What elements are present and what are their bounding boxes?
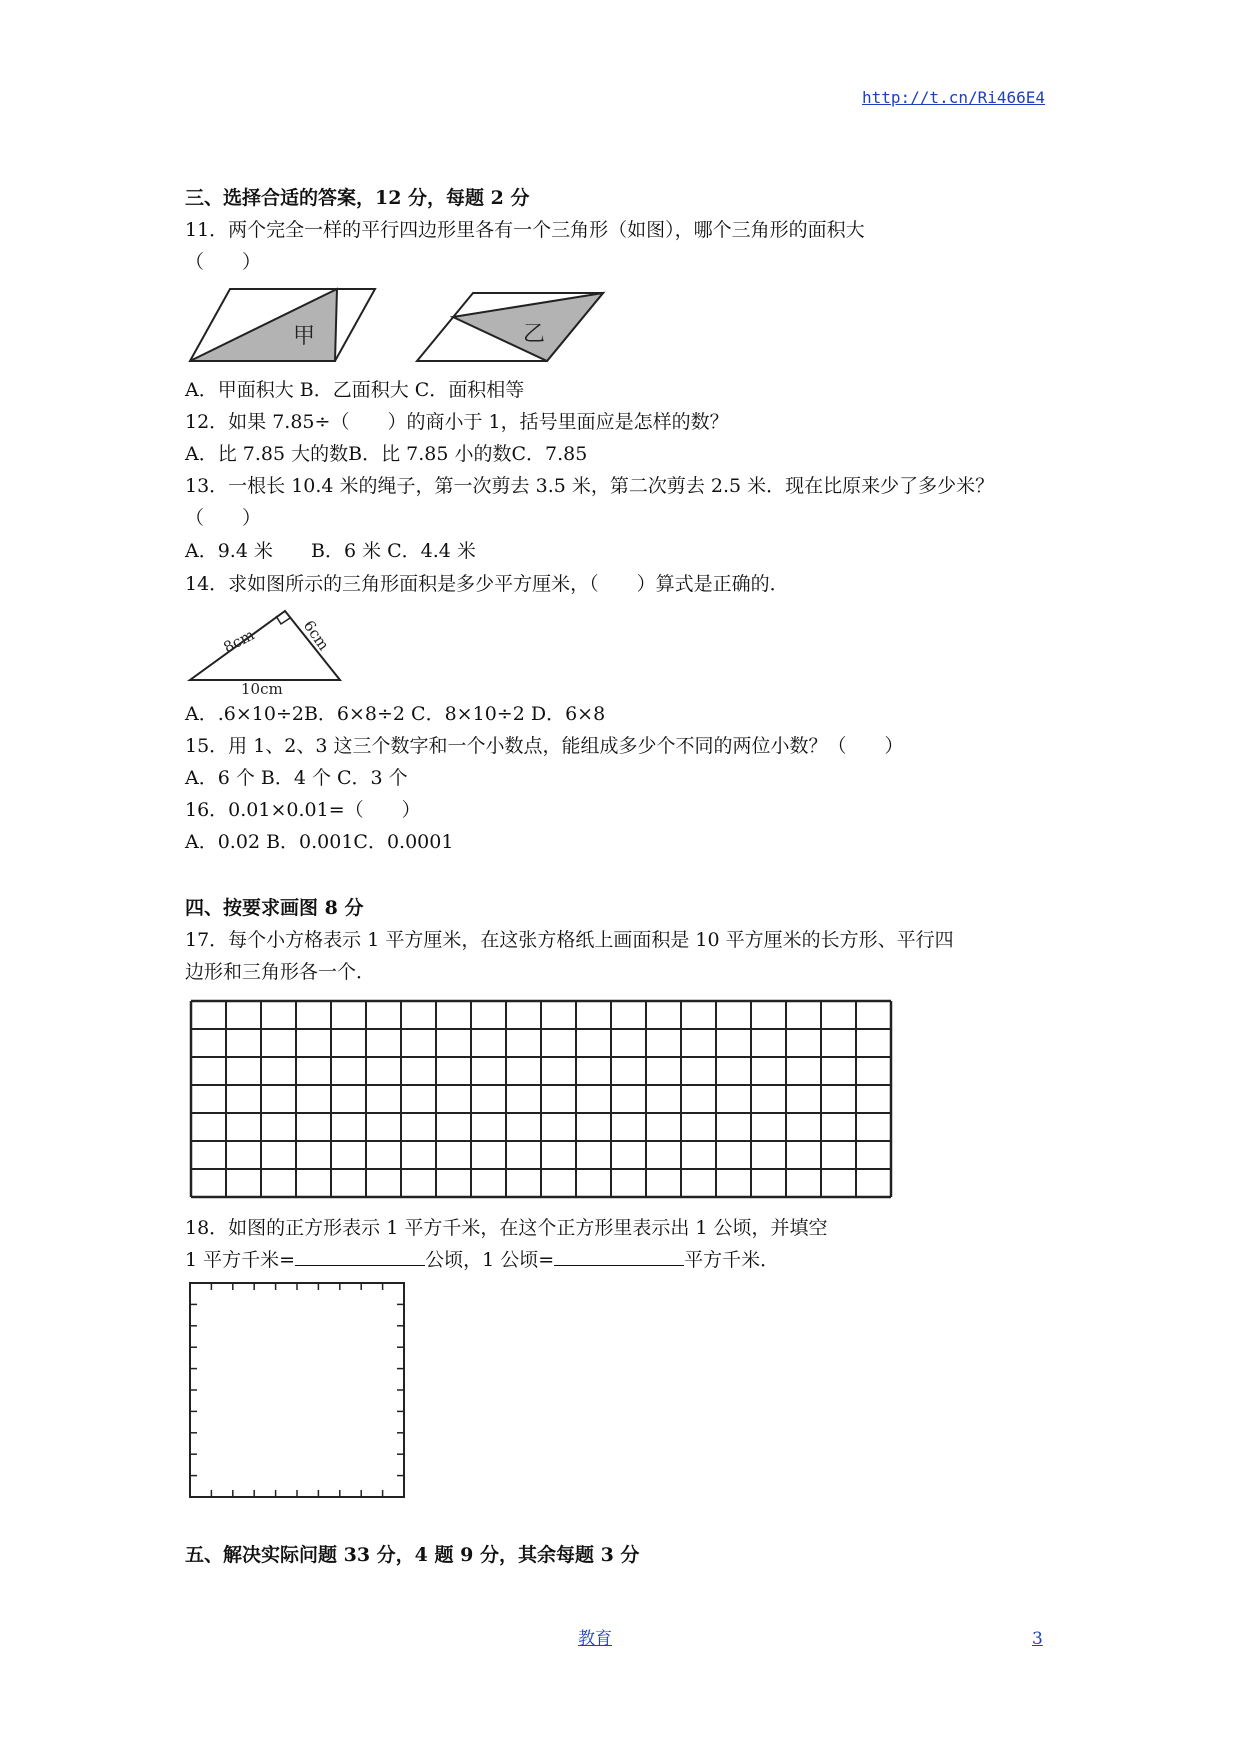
q13-text: 13．一根长 10.4 米的绳子，第一次剪去 3.5 米，第二次剪去 2.5 米．现在比原来少了多少米？ bbox=[185, 475, 995, 497]
q14-options: A．.6×10÷2B．6×8÷2 C．8×10÷2 D．6×8 bbox=[185, 703, 606, 725]
q16-options: A．0.02 B．0.001C．0.0001 bbox=[185, 831, 454, 853]
parallelogram-jia bbox=[190, 289, 375, 361]
q11-figure bbox=[185, 285, 615, 365]
q14-triangle-figure bbox=[185, 603, 355, 695]
q14-side-left-label: 8cm bbox=[220, 625, 258, 657]
q11-options: A．甲面积大 B．乙面积大 C．面积相等 bbox=[185, 379, 525, 401]
q18-blank-1[interactable] bbox=[295, 1247, 425, 1266]
q17-line2: 边形和三角形各一个． bbox=[185, 961, 376, 983]
header-url-link[interactable]: http://t.cn/Ri466E4 bbox=[862, 88, 1046, 107]
q18-fill-line bbox=[185, 1246, 779, 1274]
q18-blank-2[interactable] bbox=[554, 1247, 684, 1266]
q12-text: 12．如果 7.85÷（ ）的商小于 1，括号里面应是怎样的数？ bbox=[185, 411, 729, 433]
section4-title: 四、按要求画图 8 分 bbox=[185, 897, 364, 919]
q17-square-grid bbox=[188, 998, 894, 1202]
q14-base-label: 10cm bbox=[241, 680, 283, 695]
q17-line1: 17．每个小方格表示 1 平方厘米，在这张方格纸上画面积是 10 平方厘米的长方形、平行四 bbox=[185, 929, 954, 951]
jia-label: 甲 bbox=[293, 324, 316, 349]
q15-text: 15．用 1、2、3 这三个数字和一个小数点，能组成多少个不同的两位小数？（ ） bbox=[185, 735, 904, 757]
q12-options: A．比 7.85 大的数B．比 7.85 小的数C．7.85 bbox=[185, 443, 588, 465]
section5-title: 五、解决实际问题 33 分，4 题 9 分，其余每题 3 分 bbox=[185, 1544, 640, 1566]
q18-square-figure bbox=[188, 1281, 408, 1501]
q11-paren: （ ） bbox=[185, 251, 262, 273]
page-number-link[interactable]: 3 bbox=[1032, 1629, 1043, 1649]
q13-options: A．9.4 米 B．6 米 C．4.4 米 bbox=[185, 540, 476, 562]
q14-text: 14．求如图所示的三角形面积是多少平方厘米，（ ）算式是正确的． bbox=[185, 573, 789, 595]
q15-options: A．6 个 B．4 个 C．3 个 bbox=[185, 767, 408, 789]
parallelogram-yi bbox=[417, 293, 603, 361]
yi-label: 乙 bbox=[523, 322, 546, 347]
footer-center-link[interactable]: 教育 bbox=[578, 1629, 612, 1649]
q18-fill-a: 1 平方千米= bbox=[185, 1249, 296, 1271]
q16-text: 16．0.01×0.01=（ ） bbox=[185, 799, 421, 821]
q18-fill-c: 平方千米． bbox=[684, 1249, 780, 1271]
q18-line1: 18．如图的正方形表示 1 平方千米，在这个正方形里表示出 1 公顷，并填空 bbox=[185, 1217, 828, 1239]
q14-side-right-label: 6cm bbox=[299, 616, 333, 654]
q18-fill-b: 公顷，1 公顷= bbox=[425, 1249, 555, 1271]
q11-text: 11．两个完全一样的平行四边形里各有一个三角形（如图），哪个三角形的面积大 bbox=[185, 219, 865, 241]
q13-paren: （ ） bbox=[185, 507, 262, 529]
section3-title: 三、选择合适的答案，12 分，每题 2 分 bbox=[185, 187, 530, 209]
